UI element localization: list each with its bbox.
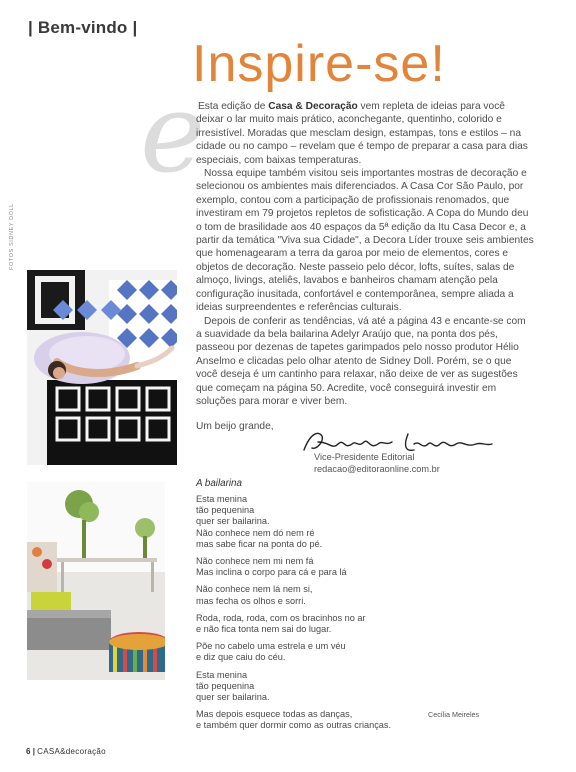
- poem-line: Mas inclina o corpo para cá e para lá: [196, 567, 347, 578]
- dropcap-letter: e: [140, 69, 206, 197]
- page-title: Inspire-se!: [192, 35, 446, 93]
- paragraph-2: Nossa equipe também visitou seis importantes mostras de decoração e selecionou os ambientes mais diferenciados. A Casa Cor São Paulo, por exemplo, contou com a participação de profissionais renomados, que investiram em 79 projetos repletos de sofisticação. A Copa do Mundo deu o tom de brasilidade aos 40 espaços da 5ª edição da Itu Casa Decor e, a partir da temática "Viva sua Cidade", a Decora Líder trouxe seis ambientes que homenagearam a terra da garoa por meio de elementos, cores e objetos de decoração. Neste passeio pelo décor, lofts, suítes, salas de almoço, livings, ateliês, lavabos e banheiros chamam atenção pela configuração inusitada, confortável e contemporânea, sempre aliada a ideias surpreendentes e referências culturais.: [196, 168, 534, 314]
- poem: [196, 494, 496, 738]
- paragraph-1-rest: vem repleta de ideias para você deixar o lar muito mais prático, aconchegante, quentinho, colorido e irresistível. Moradas que mesclam design, estampas, tons e estilos – na cidade ou no campo – revelam que é tempo de preparar a casa para dias especiais, com baixas temperaturas.: [196, 101, 528, 166]
- poem-line: tão pequenina: [196, 505, 255, 516]
- paragraph-3: Depois de conferir as tendências, vá até a página 43 e encante-se com a suavidade da bela bailarina Adelyr Araújo que, na ponta dos pés, passeou por dezenas de tapetes garimpados pelo nosso produtor Hélio Anselmo e clicadas pelo olhar atento de Sidney Doll. Porém, se o que você deseja é um cantinho para relaxar, não deixe de ver as sugestões que começam na página 50. Acredite, você conseguirá investir em soluções para morar e viver bem.: [196, 315, 526, 407]
- ballerina-illustration: [27, 270, 177, 465]
- magazine-brand-suffix: &decoração: [60, 747, 106, 756]
- page-number: 6: [26, 747, 31, 756]
- footer-divider: |: [32, 747, 35, 756]
- poem-line: quer ser bailarina.: [196, 516, 270, 527]
- ballerina-photo: [27, 270, 177, 465]
- poem-line: e não fica tonta nem sai do lugar.: [196, 624, 332, 635]
- poem-stanza: [196, 556, 496, 578]
- living-room-photo: [27, 482, 165, 680]
- page-footer: [26, 747, 106, 756]
- poem-line: mas fecha os olhos e sorri.: [196, 595, 306, 606]
- poem-line: Põe no cabelo uma estrela e um véu: [196, 641, 346, 652]
- signer-email: redacao@editoraonline.com.br: [314, 464, 440, 474]
- signer-title: Vice-Presidente Editorial: [314, 452, 415, 462]
- poem-line: Esta menina: [196, 494, 248, 504]
- paragraph-1: [196, 100, 534, 167]
- poem-stanza: [196, 670, 496, 704]
- poem-line: quer ser bailarina.: [196, 692, 270, 703]
- poem-stanza: [196, 641, 496, 663]
- poem-line: Roda, roda, roda, com os bracinhos no ar: [196, 612, 366, 623]
- poem-stanza: [196, 613, 496, 635]
- closing-line: Um beijo grande,: [196, 421, 274, 432]
- poem-line: mas sabe ficar na ponta do pé.: [196, 538, 323, 549]
- photo-credit: FOTOS SIDNEY DOLL: [9, 203, 15, 270]
- living-room-illustration: [27, 482, 165, 680]
- magazine-brand: CASA: [37, 747, 61, 756]
- poem-line: Esta menina: [196, 669, 248, 680]
- poem-line: Não conhece nem mi nem fá: [196, 556, 314, 567]
- paragraph-1-intro: Esta edição de: [198, 101, 269, 112]
- poem-line: tão pequenina: [196, 680, 255, 691]
- magazine-name: Casa & Decoração: [268, 101, 358, 112]
- poem-author: Cecília Meireles: [428, 710, 480, 719]
- signer-block: [314, 451, 440, 475]
- poem-line: e também quer dormir como as outras crianças.: [196, 720, 392, 731]
- poem-line: e diz que caiu do céu.: [196, 652, 286, 663]
- poem-line: Não conhece nem lá nem si,: [196, 584, 313, 595]
- poem-stanza: [196, 584, 496, 606]
- editorial-letter: [196, 100, 534, 408]
- section-label: | Bem-vindo |: [28, 18, 138, 37]
- poem-line: Mas depois esquece todas as danças,: [196, 709, 353, 720]
- poem-title: A bailarina: [196, 478, 242, 489]
- poem-stanza: [196, 494, 496, 550]
- poem-line: Não conhece nem dó nem ré: [196, 527, 315, 538]
